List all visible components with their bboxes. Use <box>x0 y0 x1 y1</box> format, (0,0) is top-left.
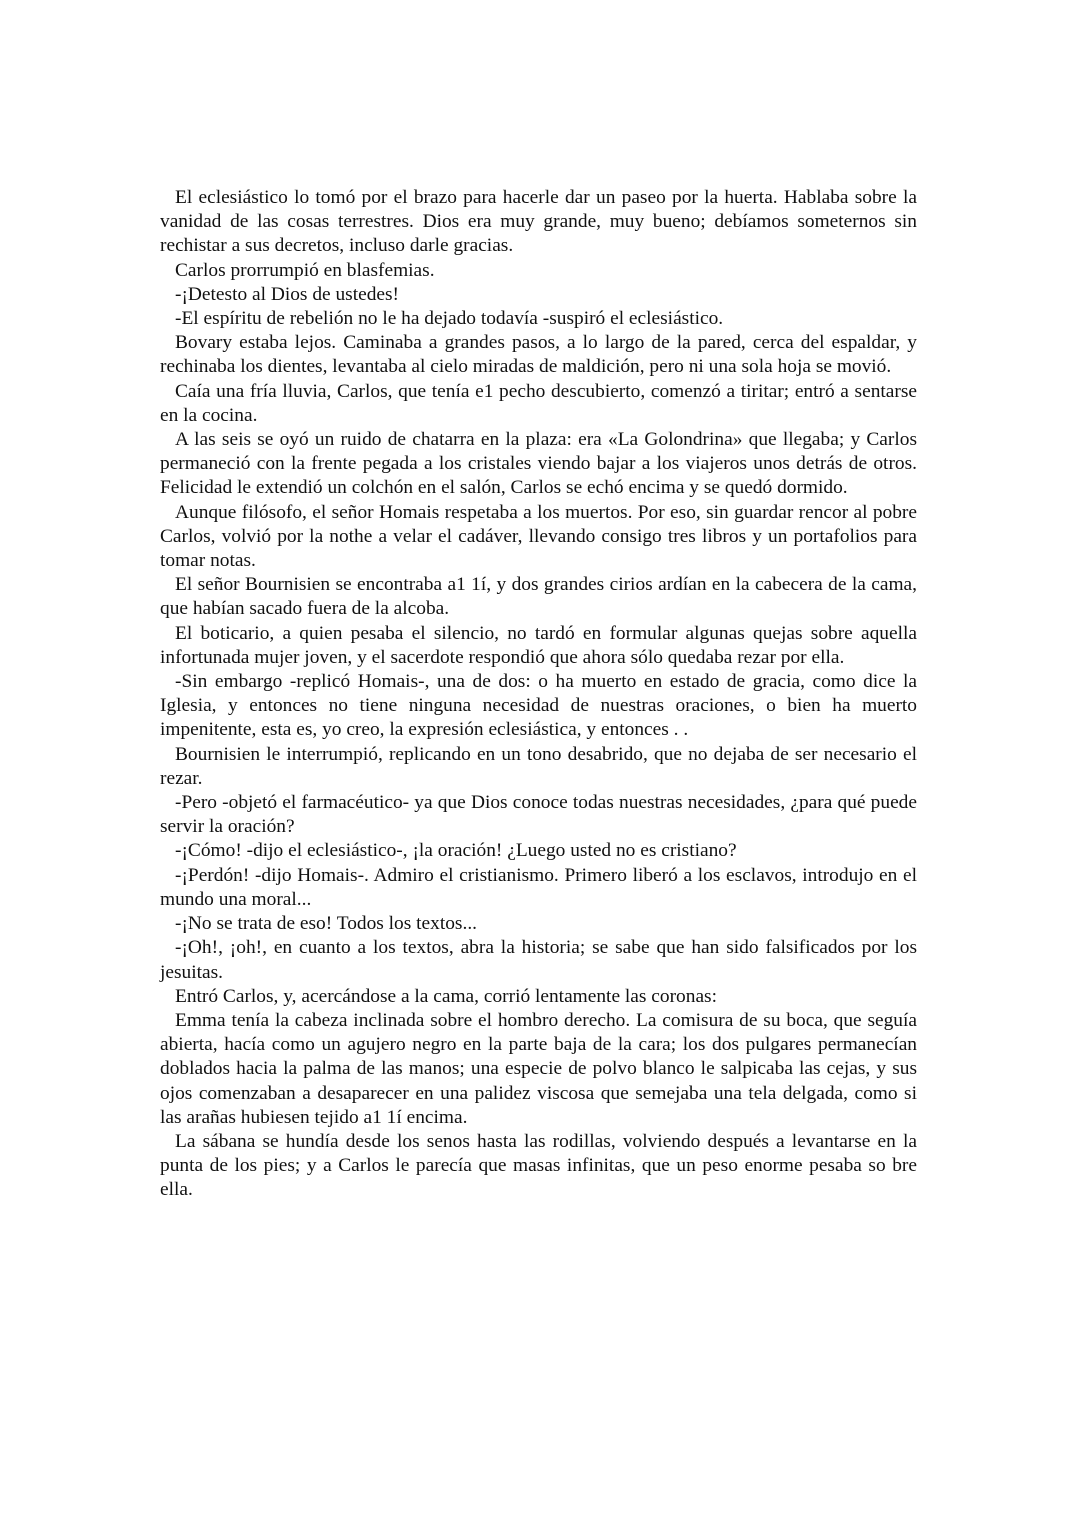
paragraph: Bournisien le interrumpió, replicando en un tono desabrido, que no dejaba de ser necesario el rezar. <box>160 743 917 789</box>
paragraph: La sábana se hundía desde los senos hasta las rodillas, volviendo después a levantarse en la punta de los pies; y a Carlos le parecía que masas infinitas, que un peso enorme pesaba so bre ella. <box>160 1130 917 1201</box>
paragraph: El señor Bournisien se encontraba a1 1í, y dos grandes cirios ardían en la cabecera de la cama, que habían sacado fuera de la alcoba. <box>160 574 917 620</box>
paragraph: Entró Carlos, y, acercándose a la cama, corrió lentamente las coronas: <box>175 985 717 1007</box>
paragraph: -¡Cómo! -dijo el eclesiástico-, ¡la oración! ¿Luego usted no es cristiano? <box>175 840 737 862</box>
paragraph: Carlos prorrumpió en blasfemias. <box>175 259 435 281</box>
paragraph: Emma tenía la cabeza inclinada sobre el hombro derecho. La comisura de su boca, que seguía abierta, hacía como un agujero negro en la parte baja de la cara; los dos pulgares permanecían doblados hacia la palma de las manos; una especie de polvo blanco le salpicaba las cejas, y sus ojos comenzaban a desaparecer en una palidez viscosa que semejaba una tela delgada, como si las arañas hubiesen tejido a1 1í encima. <box>160 1009 917 1128</box>
paragraph: -Pero -objetó el farmacéutico- ya que Dios conoce todas nuestras necesidades, ¿para qué puede servir la oración? <box>160 792 917 838</box>
paragraph: A las seis se oyó un ruido de chatarra en la plaza: era «La Golondrina» que llegaba; y Carlos permaneció con la frente pegada a los cristales viendo bajar a los viajeros unos detrás de otros. Felicidad le extendió un colchón en el salón, Carlos se echó encima y se quedó dormido. <box>160 429 917 499</box>
paragraph: El eclesiástico lo tomó por el brazo para hacerle dar un paseo por la huerta. Hablaba sobre la vanidad de las cosas terrestres. Dios era muy grande, muy bueno; debíamos someternos sin rechistar a sus decretos, incluso darle gracias. <box>160 187 917 257</box>
paragraph: Aunque filósofo, el señor Homais respetaba a los muertos. Por eso, sin guardar rencor al pobre Carlos, volvió por la nothe a velar el cadáver, llevando consigo tres libros y un portafolios para tomar notas. <box>160 501 917 572</box>
paragraph: -¡Detesto al Dios de ustedes! <box>175 283 400 305</box>
paragraph: -El espíritu de rebelión no le ha dejado todavía -suspiró el eclesiástico. <box>175 308 724 330</box>
paragraph: -¡Oh!, ¡oh!, en cuanto a los textos, abra la historia; se sabe que han sido falsificados por los jesuitas. <box>160 937 917 983</box>
paragraph: Caía una fría lluvia, Carlos, que tenía e1 pecho descubierto, comenzó a tiritar; entró a sentarse en la cocina. <box>160 380 917 426</box>
paragraph: -Sin embargo -replicó Homais-, una de dos: o ha muerto en estado de gracia, como dice la Iglesia, y entonces no tiene ninguna necesidad de nuestras oraciones, o bien ha muerto impenitente, esta es, yo creo, la expresión eclesiástica, y entonces . . <box>160 671 917 741</box>
paragraph: -¡No se trata de eso! Todos los textos... <box>175 913 478 935</box>
paragraph: Bovary estaba lejos. Caminaba a grandes pasos, a lo largo de la pared, cerca del espaldar, y rechinaba los dientes, levantaba al cielo miradas de maldición, pero ni una sola hoja se movió. <box>160 332 917 378</box>
paragraph: El boticario, a quien pesaba el silencio, no tardó en formular algunas quejas sobre aquella infortunada mujer joven, y el sacerdote respondió que ahora sólo quedaba rezar por ella. <box>160 622 917 668</box>
paragraph: -¡Perdón! -dijo Homais-. Admiro el cristianismo. Primero liberó a los esclavos, introdujo en el mundo una moral... <box>160 864 917 910</box>
document-page <box>160 186 917 1203</box>
